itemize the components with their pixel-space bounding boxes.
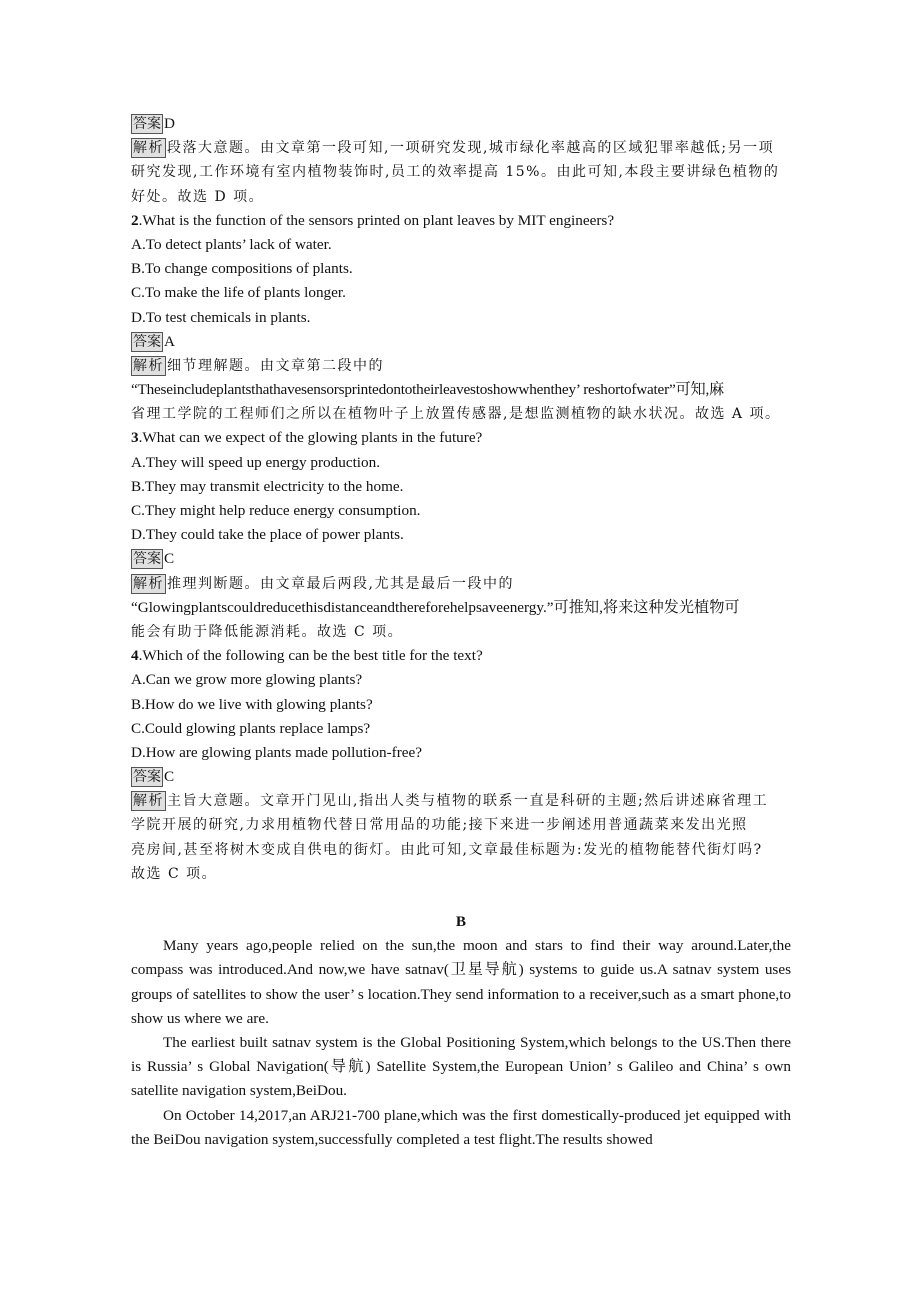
answer-value: A bbox=[164, 332, 175, 350]
answer-value: D bbox=[164, 115, 175, 132]
analysis-label: 解析 bbox=[133, 140, 164, 157]
analysis-line: 解析 主旨大意题。文章开门见山,指出人类与植物的联系一直是科研的主题;然后讲述麻省理工 bbox=[133, 793, 769, 810]
question-number: 3 bbox=[131, 429, 139, 447]
question-number: 2 bbox=[131, 211, 139, 229]
option-d: D.They could take the place of power plants. bbox=[131, 526, 404, 544]
analysis-line: 解析 推理判断题。由文章最后两段,尤其是最后一段中的 bbox=[133, 575, 514, 592]
answer-value: C bbox=[164, 550, 175, 568]
analysis-text: 研究发现,工作环境有室内植物装饰时,员工的效率提高 15%。由此可知,本段主要讲绿色植物的 bbox=[131, 164, 780, 181]
answer-value: C bbox=[164, 768, 175, 786]
answer-label: 答案 bbox=[133, 551, 161, 568]
option-c: C.They might help reduce energy consumption. bbox=[131, 502, 421, 519]
question-4 bbox=[131, 644, 791, 668]
answer-line bbox=[131, 330, 791, 354]
question-3 bbox=[131, 426, 791, 450]
answer-line bbox=[131, 112, 791, 136]
analysis-text: 省理工学院的工程师们之所以在植物叶子上放置传感器,是想监测植物的缺水状况。故选 A 项。 bbox=[131, 406, 781, 423]
question-number: 4 bbox=[131, 647, 139, 665]
question-2 bbox=[131, 209, 791, 233]
option-b: B.To change compositions of plants. bbox=[131, 260, 353, 278]
analysis-text: “Theseincludeplantsthathavesensorsprintedontotheirleavestoshowwhenthey’ reshortofwater”可知,麻 bbox=[131, 381, 725, 399]
analysis-text: 能会有助于降低能源消耗。故选 C 项。 bbox=[131, 623, 404, 640]
analysis-text: 亮房间,甚至将树木变成自供电的街灯。由此可知,文章最佳标题为:发光的植物能替代街灯吗? bbox=[131, 841, 763, 858]
analysis-label: 解析 bbox=[133, 357, 164, 374]
answer-label: 答案 bbox=[133, 769, 161, 786]
option-d: D.To test chemicals in plants. bbox=[131, 308, 311, 326]
option-a: A.Can we grow more glowing plants? bbox=[131, 671, 363, 689]
question-text: .What is the function of the sensors printed on plant leaves by MIT engineers? bbox=[138, 211, 615, 229]
document-page bbox=[131, 112, 791, 1152]
analysis-line: 解析 细节理解题。由文章第二段中的 bbox=[133, 357, 384, 374]
analysis-text: 故选 C 项。 bbox=[131, 865, 218, 882]
section-heading: B bbox=[455, 913, 467, 930]
option-c: C.Could glowing plants replace lamps? bbox=[131, 719, 371, 737]
analysis-text: 好处。故选 D 项。 bbox=[131, 188, 265, 205]
option-d: D.How are glowing plants made pollution-free? bbox=[131, 743, 423, 761]
option-b: B.How do we live with glowing plants? bbox=[131, 695, 373, 713]
option-c: C.To make the life of plants longer. bbox=[131, 284, 346, 302]
answer-label: 答案 bbox=[133, 116, 161, 132]
answer-label: 答案 bbox=[133, 333, 161, 350]
answer-line bbox=[131, 547, 791, 571]
question-text: .Which of the following can be the best title for the text? bbox=[138, 647, 483, 665]
analysis-line: 解析 段落大意题。由文章第一段可知,一项研究发现,城市绿化率越高的区域犯罪率越低;另一项 bbox=[133, 140, 775, 157]
option-b: B.They may transmit electricity to the home. bbox=[131, 477, 404, 495]
question-text: .What can we expect of the glowing plants in the future? bbox=[138, 429, 483, 447]
analysis-label: 解析 bbox=[133, 793, 164, 810]
passage-paragraph: Many years ago,people relied on the sun,the moon and stars to find their way around.Later,the compass was introduced.And now,we have satnav(卫星导航) systems to guide us.A satnav system uses groups of satellites to show the user’ s location.They send information to a receiver,such as a smart phone,to show us where we are. bbox=[131, 937, 791, 1027]
analysis-text: 学院开展的研究,力求用植物代替日常用品的功能;接下来进一步阐述用普通蔬菜来发出光照 bbox=[131, 817, 748, 834]
analysis-label: 解析 bbox=[133, 575, 164, 592]
option-a: A.To detect plants’ lack of water. bbox=[131, 235, 332, 253]
passage-paragraph: The earliest built satnav system is the Global Positioning System,which belongs to the US.Then there is Russia’ s Global Navigation(导航) Satellite System,the European Union’ s Galileo and China’ s own satellite navigation system,BeiDou. bbox=[131, 1034, 791, 1100]
option-a: A.They will speed up energy production. bbox=[131, 453, 380, 471]
passage-paragraph: On October 14,2017,an ARJ21-700 plane,which was the first domestically-produced jet equipped with the BeiDou navigation system,successfully completed a test flight.The results showed bbox=[131, 1106, 791, 1148]
answer-line bbox=[131, 765, 791, 789]
analysis-text: “Glowingplantscouldreducethisdistanceandthereforehelpsaveenergy.”可推知,将来这种发光植物可 bbox=[131, 598, 740, 616]
